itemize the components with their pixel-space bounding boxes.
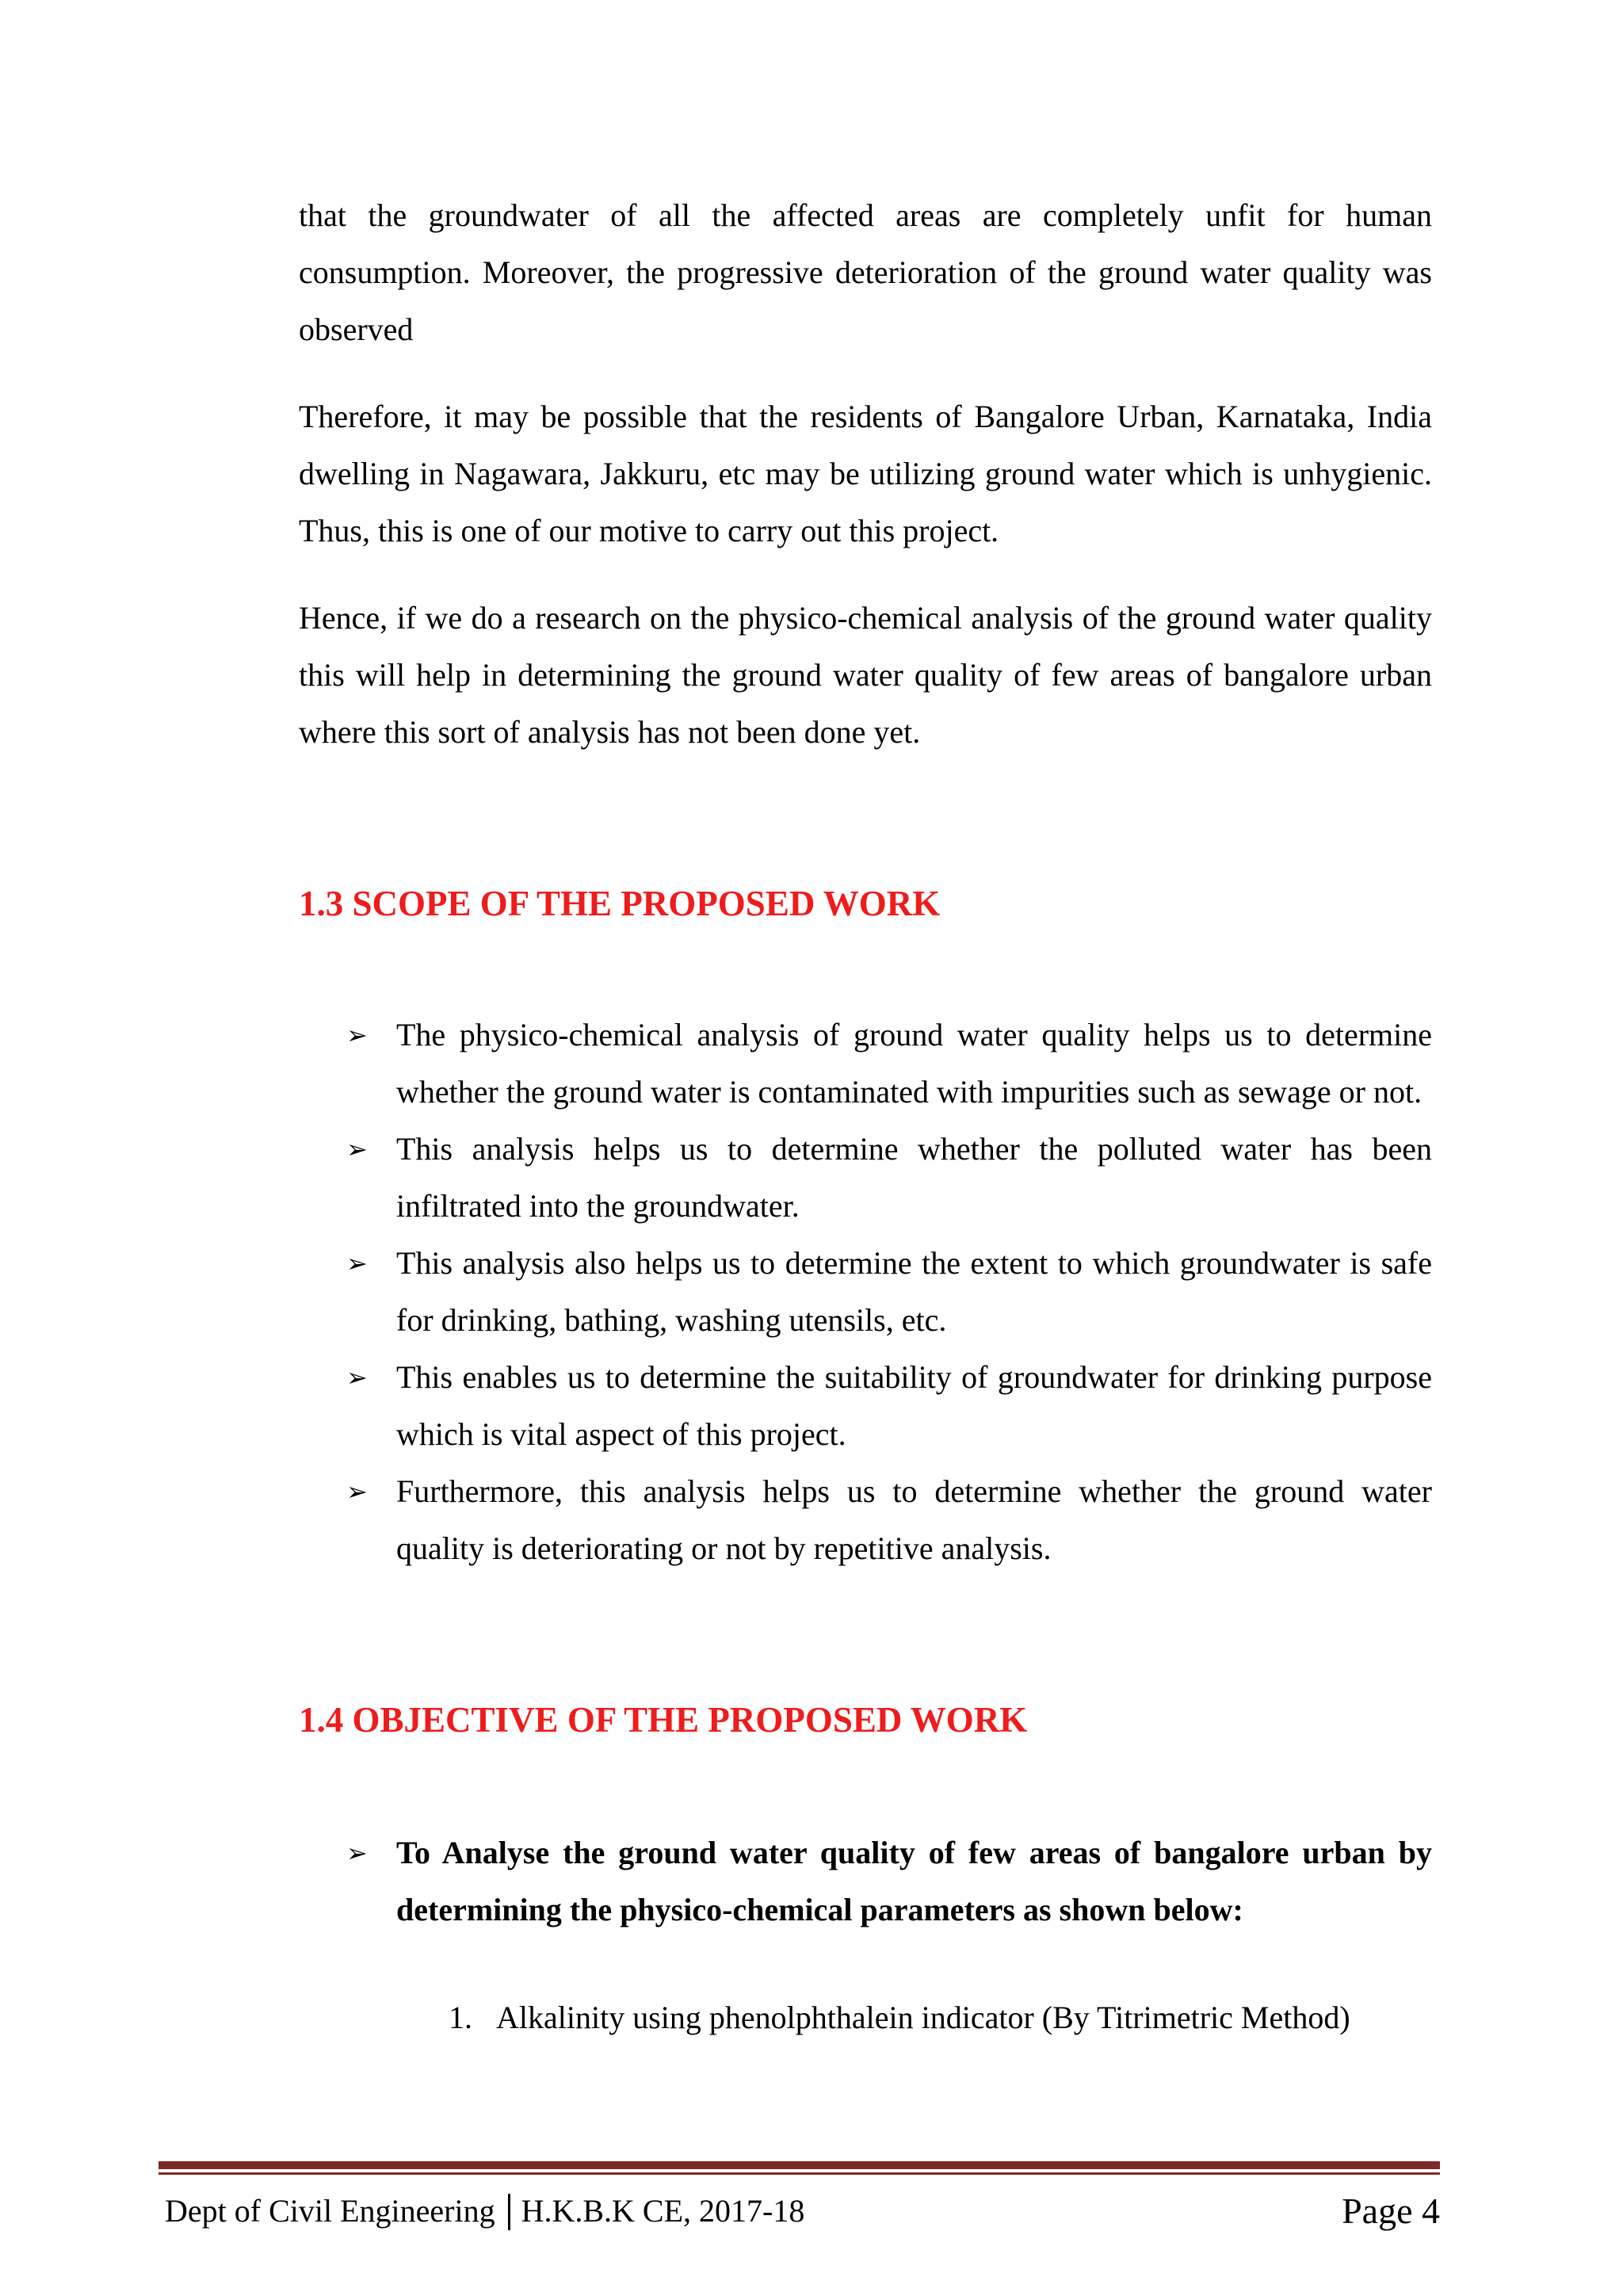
scope-bullet-text: This analysis helps us to determine whether the polluted water has been infiltrated into the groundwater. xyxy=(396,1131,1432,1224)
scope-bullet-item xyxy=(299,1349,1432,1463)
section-heading-scope: 1.3 SCOPE OF THE PROPOSED WORK xyxy=(299,884,941,923)
objective-bullet-list xyxy=(299,1824,1432,1939)
footer-divider-thick xyxy=(158,2161,1440,2169)
scope-bullet-item xyxy=(299,1463,1432,1577)
arrow-bullet-icon: ➢ xyxy=(346,1134,368,1164)
page-footer xyxy=(158,2187,1440,2235)
footer-separator xyxy=(508,2194,510,2230)
body-paragraph-2: Therefore, it may be possible that the residents of Bangalore Urban, Karnataka, India dwelling in Nagawara, Jakkuru, etc may be utilizing ground water which is unhygienic. Thus, this is one of our motive to carry out this project. xyxy=(299,399,1432,548)
footer-left xyxy=(165,2187,804,2235)
scope-bullet-text: This enables us to determine the suitability of groundwater for drinking purpose which is vital aspect of this project. xyxy=(396,1359,1432,1452)
arrow-bullet-icon: ➢ xyxy=(346,1020,368,1050)
arrow-bullet-icon: ➢ xyxy=(346,1477,368,1507)
body-paragraph-3: Hence, if we do a research on the physico-chemical analysis of the ground water quality this will help in determining the ground water quality of few areas of bangalore urban where this sort of analysis has not been done yet. xyxy=(299,600,1432,750)
footer-college: H.K.B.K CE, 2017-18 xyxy=(521,2193,805,2229)
scope-bullet-list xyxy=(299,1007,1432,1577)
page-number: Page 4 xyxy=(1342,2191,1440,2231)
arrow-bullet-icon: ➢ xyxy=(346,1248,368,1278)
section-heading-objective: 1.4 OBJECTIVE OF THE PROPOSED WORK xyxy=(299,1700,1028,1740)
list-item-text: Alkalinity using phenolphthalein indicator (By Titrimetric Method) xyxy=(496,2000,1350,2035)
scope-bullet-item xyxy=(299,1235,1432,1349)
scope-bullet-item xyxy=(299,1121,1432,1235)
body-paragraph-1: that the groundwater of all the affected areas are completely unfit for human consumption. Moreover, the progressive deterioration of the ground water quality was observed xyxy=(299,197,1432,347)
objective-bullet-item xyxy=(299,1824,1432,1939)
numbered-list-item xyxy=(299,1989,1432,2046)
footer-department: Dept of Civil Engineering xyxy=(165,2193,495,2229)
objective-bullet-text: To Analyse the ground water quality of few areas of bangalore urban by determining the physico-chemical parameters as shown below: xyxy=(396,1835,1432,1927)
scope-bullet-text: The physico-chemical analysis of ground water quality helps us to determine whether the ground water is contaminated with impurities such as sewage or not. xyxy=(396,1017,1432,1110)
list-number: 1. xyxy=(449,2000,472,2035)
arrow-bullet-icon: ➢ xyxy=(346,1362,368,1392)
scope-bullet-text: This analysis also helps us to determine the extent to which groundwater is safe for drinking, bathing, washing utensils, etc. xyxy=(396,1245,1432,1338)
scope-bullet-text: Furthermore, this analysis helps us to determine whether the ground water quality is deteriorating or not by repetitive analysis. xyxy=(396,1473,1432,1566)
page-body xyxy=(299,187,1432,2046)
footer-divider-thin xyxy=(158,2172,1440,2175)
arrow-bullet-icon: ➢ xyxy=(346,1838,368,1868)
scope-bullet-item xyxy=(299,1007,1432,1121)
